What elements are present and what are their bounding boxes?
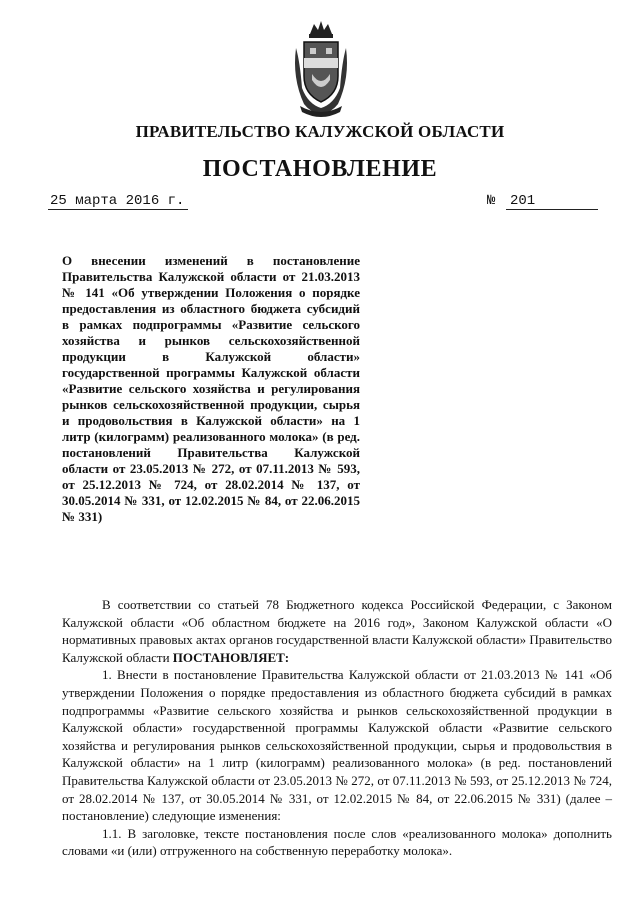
item-1-paragraph: 1. Внести в постановление Правительства Калужской области от 21.03.2013 № 141 «Об утверждении Положения о порядке предоставления из областного бюджета субсидий в рамках подпрограммы «Развитие сельского хозяйства и рынков сельскохозяйственной продукции в Калужской области» государственной программы Калужской области «Развитие сельского хозяйства и регулирования рынков сельскохозяйственной продукции, сырья и продовольствия в Калужской области» на 1 литр (килограмм) реализованного молока» (в ред. постановлений Правительства Калужской области от 23.05.2013 № 272, от 07.11.2013 № 593, от 25.12.2013 № 724, от 28.02.2014 № 137, от 30.05.2014 № 331, от 12.02.2015 № 84, от 22.06.2015 № 331) (далее – постановление) следующие изменения: [62,667,612,824]
decree-body [62,596,612,860]
preamble-paragraph [62,596,612,666]
item-1-1-paragraph: 1.1. В заголовке, тексте постановления после слов «реализованного молока» дополнить словами «и (или) отгруженного на собственную переработку молока». [62,825,612,859]
document-type-title: ПОСТАНОВЛЕНИЕ [202,156,438,182]
government-name: ПРАВИТЕЛЬСТВО КАЛУЖСКОЙ ОБЛАСТИ [135,122,505,141]
resolves-word: ПОСТАНОВЛЯЕТ: [172,649,290,665]
decree-number-label: № [487,193,496,209]
decree-subject: О внесении изменений в постановление Правительства Калужской области от 21.03.2013 № 141 «Об утверждении Положения о порядке предоставления из областного бюджета субсидий в рамках подпрограммы «Развитие сельского хозяйства и рынков сельскохозяйственной продукции в Калужской области» государственной программы Калужской области «Развитие сельского хозяйства и регулирования рынков сельскохозяйственной продукции, сырья и продовольствия в Калужской области» на 1 литр (килограмм) реализованного молока» (в ред. постановлений Правительства Калужской области от 23.05.2013 № 272, от 07.11.2013 № 593, от 25.12.2013 № 724, от 28.02.2014 № 137, от 30.05.2014 № 331, от 12.02.2015 № 84, от 22.06.2015 № 331) [62,253,360,524]
decree-number: 201 [506,193,598,210]
decree-date: 25 марта 2016 г. [48,193,188,210]
preamble-text: В соответствии со статьей 78 Бюджетного кодекса Российской Федерации, с Законом Калужской области «Об областном бюджете на 2016 год», Законом Калужской области «О нормативных правовых актах органов государственной власти Калужской области» Правительство Калужской области [62,597,612,665]
coat-of-arms-emblem [290,18,352,118]
